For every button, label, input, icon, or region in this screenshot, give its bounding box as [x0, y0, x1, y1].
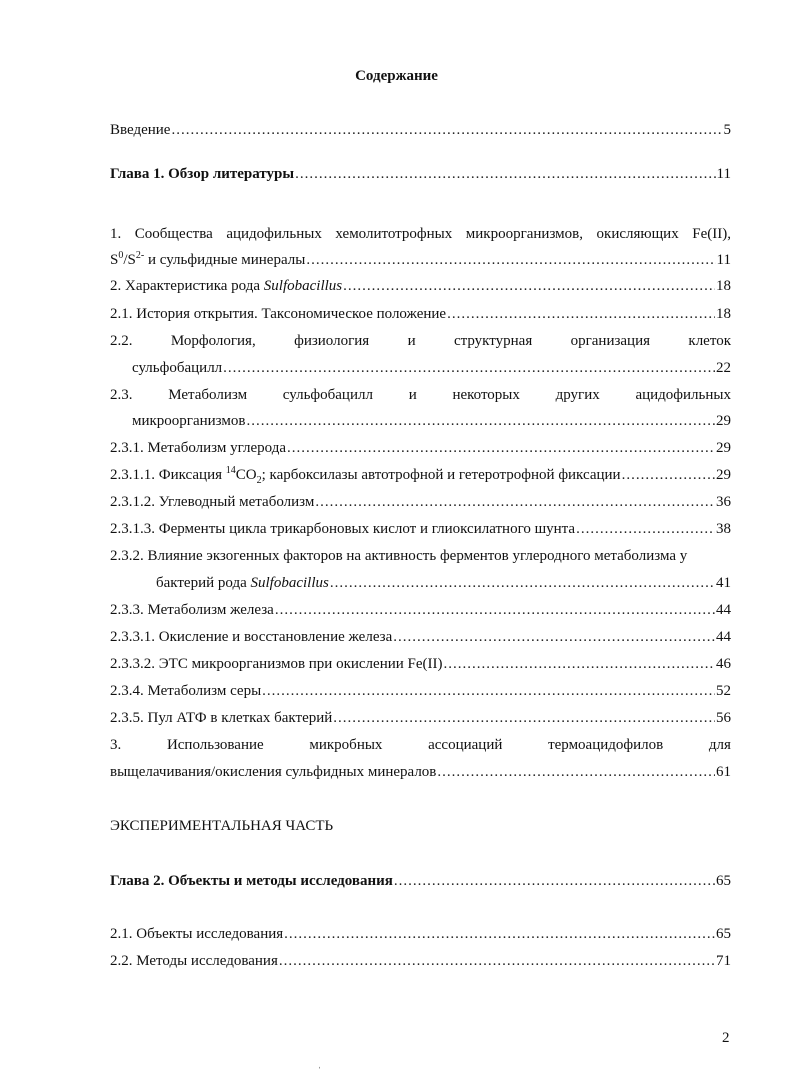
- dot-leader: [576, 521, 715, 538]
- dot-leader: [437, 764, 715, 781]
- toc-entry-text: 2.3.3.2. ЭТС микроорганизмов при окислении Fe(II): [110, 656, 443, 672]
- toc-entry-intro[interactable]: [110, 122, 731, 142]
- word: Сообщества: [134, 226, 213, 242]
- toc-entry-2-1[interactable]: [110, 306, 731, 326]
- toc-page-number: 52: [716, 683, 731, 699]
- toc-page-number: 22: [716, 360, 731, 376]
- toc-entry-text: 2.3.1.2. Углеводный метаболизм: [110, 494, 315, 510]
- toc-entry-2-3-3-1[interactable]: [110, 629, 731, 649]
- word: Fe(II),: [692, 226, 731, 242]
- dot-leader: [444, 656, 715, 673]
- toc-entry-2-3-5[interactable]: [110, 710, 731, 730]
- toc-entry-2-3-2-line2[interactable]: [156, 575, 731, 595]
- word: ацидофильных: [635, 387, 731, 403]
- toc-entry-2-3-1-3[interactable]: [110, 521, 731, 541]
- toc-entry-text: микроорганизмов: [132, 413, 246, 429]
- toc-entry-ch2-2-1[interactable]: [110, 926, 731, 946]
- dot-leader: [223, 360, 715, 377]
- word: хемолитотрофных: [335, 226, 453, 242]
- word: некоторых: [452, 387, 520, 403]
- word: 1.: [110, 226, 122, 242]
- dot-leader: [447, 306, 715, 323]
- toc-entry-text: 2.3.5. Пул АТФ в клетках бактерий: [110, 710, 333, 726]
- toc-page-number: 46: [716, 656, 731, 672]
- toc-page-number: 38: [716, 521, 731, 537]
- toc-page-number: 29: [716, 467, 731, 483]
- toc-page-number: 11: [716, 166, 731, 182]
- toc-page-number: 71: [716, 953, 731, 969]
- toc-entry-text: 2.3.1.1. Фиксация $^{14}CO_2$; карбоксилазы автотрофной и гетеротрофной фиксации: [110, 465, 621, 486]
- dot-leader: [246, 413, 715, 430]
- toc-entry-text: 2.3.4. Метаболизм серы: [110, 683, 262, 699]
- toc-entry-2-3-2-line1[interactable]: 2.3.2. Влияние экзогенных факторов на активность ферментов углеродного метаболизма у: [110, 548, 688, 564]
- toc-entry-text: $S^0/S^{2-}$ и сульфидные минералы: [110, 250, 306, 268]
- dot-leader: [333, 710, 715, 727]
- toc-entry-text: 2.3.3. Метаболизм железа: [110, 602, 274, 618]
- toc-entry-text: 2.1. История открытия. Таксономическое положение: [110, 306, 447, 322]
- toc-page-number: 18: [716, 278, 731, 294]
- toc-entry-text: Глава 1. Обзор литературы: [110, 166, 295, 182]
- dot-leader: [306, 252, 715, 269]
- word: физиология: [294, 333, 370, 349]
- dot-leader: [393, 629, 715, 646]
- toc-entry-ch2-2-2[interactable]: [110, 953, 731, 973]
- dot-leader: [330, 575, 715, 592]
- scan-mark: ˌ: [318, 1058, 322, 1069]
- toc-entry-2-3-1-2[interactable]: [110, 494, 731, 514]
- toc-page-number: 56: [716, 710, 731, 726]
- word: для: [708, 737, 731, 753]
- toc-entry-section-3-line1[interactable]: [110, 737, 731, 757]
- toc-page-number: 29: [716, 413, 731, 429]
- word: структурная: [453, 333, 533, 349]
- word: других: [555, 387, 600, 403]
- toc-page-number: 29: [716, 440, 731, 456]
- word: 2.3.: [110, 387, 133, 403]
- word: микробных: [309, 737, 383, 753]
- dot-leader: [171, 122, 722, 139]
- toc-entry-text: выщелачивания/окисления сульфидных минералов: [110, 764, 437, 780]
- toc-entry-section-2[interactable]: [110, 278, 731, 298]
- word: и: [407, 333, 416, 349]
- dot-leader: [394, 873, 715, 890]
- toc-entry-section-1-line1[interactable]: [110, 226, 731, 246]
- toc-entry-text: бактерий рода Sulfobacillus: [156, 575, 329, 591]
- toc-page-number: 18: [716, 306, 731, 322]
- word: 3.: [110, 737, 122, 753]
- dot-leader: [343, 278, 715, 295]
- word: ацидофильных: [226, 226, 322, 242]
- toc-page-number: 44: [716, 602, 731, 618]
- section-heading-experimental: ЭКСПЕРИМЕНТАЛЬНАЯ ЧАСТЬ: [110, 818, 334, 834]
- toc-entry-text: 2.1. Объекты исследования: [110, 926, 284, 942]
- toc-page-number: 61: [716, 764, 731, 780]
- page-number: 2: [722, 1030, 730, 1046]
- toc-entry-text: Глава 2. Объекты и методы исследования: [110, 873, 393, 889]
- word: ассоциаций: [428, 737, 503, 753]
- toc-entry-2-3-line1[interactable]: [110, 387, 731, 407]
- dot-leader: [262, 683, 715, 700]
- dot-leader: [279, 953, 715, 970]
- word: Морфология,: [170, 333, 256, 349]
- dot-leader: [315, 494, 715, 511]
- dot-leader: [275, 602, 715, 619]
- toc-entry-2-3-1[interactable]: [110, 440, 731, 460]
- toc-entry-chapter-1[interactable]: [110, 166, 731, 186]
- toc-page-number: 65: [716, 873, 731, 889]
- page-title: Содержание: [355, 68, 438, 84]
- toc-page-number: 44: [716, 629, 731, 645]
- word: и: [408, 387, 417, 403]
- toc-entry-text: Введение: [110, 122, 171, 138]
- toc-entry-section-3-line2[interactable]: [110, 764, 731, 784]
- toc-entry-2-3-3[interactable]: [110, 602, 731, 622]
- toc-entry-text: 2.3.3.1. Окисление и восстановление железа: [110, 629, 393, 645]
- toc-page-number: 65: [716, 926, 731, 942]
- toc-entry-section-1-line2[interactable]: [110, 252, 731, 272]
- word: 2.2.: [110, 333, 133, 349]
- word: Использование: [166, 737, 264, 753]
- toc-entry-text: 2. Характеристика рода Sulfobacillus: [110, 278, 343, 294]
- dot-leader: [284, 926, 715, 943]
- word: сульфобацилл: [282, 387, 373, 403]
- word: организация: [570, 333, 651, 349]
- word: микроорганизмов,: [465, 226, 583, 242]
- word: термоацидофилов: [548, 737, 664, 753]
- toc-entry-2-3-line2[interactable]: [132, 413, 731, 433]
- toc-entry-2-2-line1[interactable]: [110, 333, 731, 353]
- toc-entry-2-3-4[interactable]: [110, 683, 731, 703]
- toc-entry-text: 2.2. Методы исследования: [110, 953, 278, 969]
- toc-entry-2-2-line2[interactable]: [132, 360, 731, 380]
- toc-entry-2-3-3-2[interactable]: [110, 656, 731, 676]
- toc-page-number: 11: [716, 252, 731, 268]
- toc-entry-text: 2.3.1.3. Ферменты цикла трикарбоновых кислот и глиоксилатного шунта: [110, 521, 576, 537]
- word: Метаболизм: [168, 387, 248, 403]
- dot-leader: [622, 467, 715, 484]
- dot-leader: [295, 166, 715, 183]
- toc-page-number: 41: [716, 575, 731, 591]
- word: окисляющих: [596, 226, 679, 242]
- toc-entry-text: сульфобацилл: [132, 360, 223, 376]
- toc-page-number: 5: [723, 122, 731, 138]
- toc-entry-2-3-1-1[interactable]: [110, 467, 731, 487]
- toc-page-number: 36: [716, 494, 731, 510]
- toc-entry-chapter-2[interactable]: [110, 873, 731, 893]
- dot-leader: [287, 440, 715, 457]
- toc-entry-text: 2.3.1. Метаболизм углерода: [110, 440, 286, 456]
- word: клеток: [688, 333, 731, 349]
